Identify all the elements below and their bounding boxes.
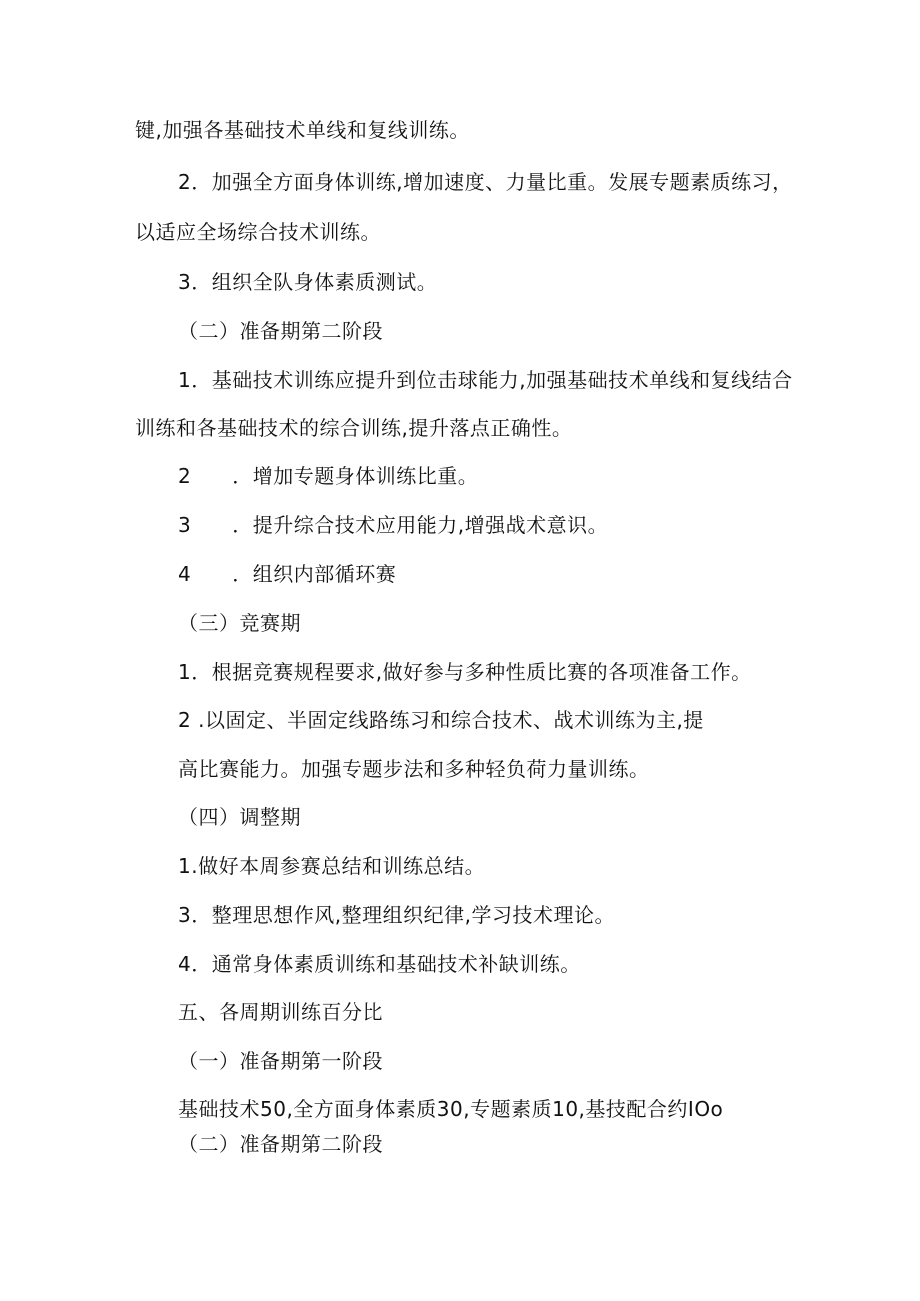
text-line: 1.做好本周参赛总结和训练总结。 [178, 854, 486, 878]
text-line: 2．加强全方面身体训练,增加速度、力量比重。发展专题素质练习， [178, 170, 793, 194]
text-line: 高比赛能力。加强专题步法和多种轻负荷力量训练。 [178, 757, 650, 781]
section-heading: （四）调整期 [178, 805, 301, 829]
text-line: 1．根据竞赛规程要求,做好参与多种性质比赛的各项准备工作。 [178, 660, 752, 684]
text-line: 1．基础技术训练应提升到位击球能力,加强基础技术单线和复线结合 [178, 368, 793, 392]
text-line: 以适应全场综合技术训练。 [135, 220, 381, 244]
text-line: 2 ．增加专题身体训练比重。 [178, 464, 479, 488]
section-heading: （一）准备期第一阶段 [178, 1049, 383, 1073]
section-heading: （二）准备期第二阶段 [178, 1132, 383, 1156]
text-line: 4 ．组织内部循环赛 [178, 562, 397, 586]
text-line: 2 .以固定、半固定线路练习和综合技术、战术训练为主,提 [178, 708, 704, 732]
text-line: 3 ．提升综合技术应用能力,增强战术意识。 [178, 513, 609, 537]
text-line: 4．通常身体素质训练和基础技术补缺训练。 [178, 952, 581, 976]
text-line: 键,加强各基础技术单线和复线训练。 [135, 118, 470, 142]
text-line: 3．组织全队身体素质测试。 [178, 270, 438, 294]
section-heading: （二）准备期第二阶段 [178, 319, 383, 343]
text-line: 基础技术50,全方面身体素质30,专题素质10,基技配合约IOo [178, 1097, 724, 1121]
text-line: 3．整理思想作风,整理组织纪律,学习技术理论。 [178, 903, 615, 927]
section-heading: （三）竞赛期 [178, 611, 301, 635]
section-heading: 五、各周期训练百分比 [178, 1000, 383, 1024]
text-line: 训练和各基础技术的综合训练,提升落点正确性。 [135, 416, 573, 440]
